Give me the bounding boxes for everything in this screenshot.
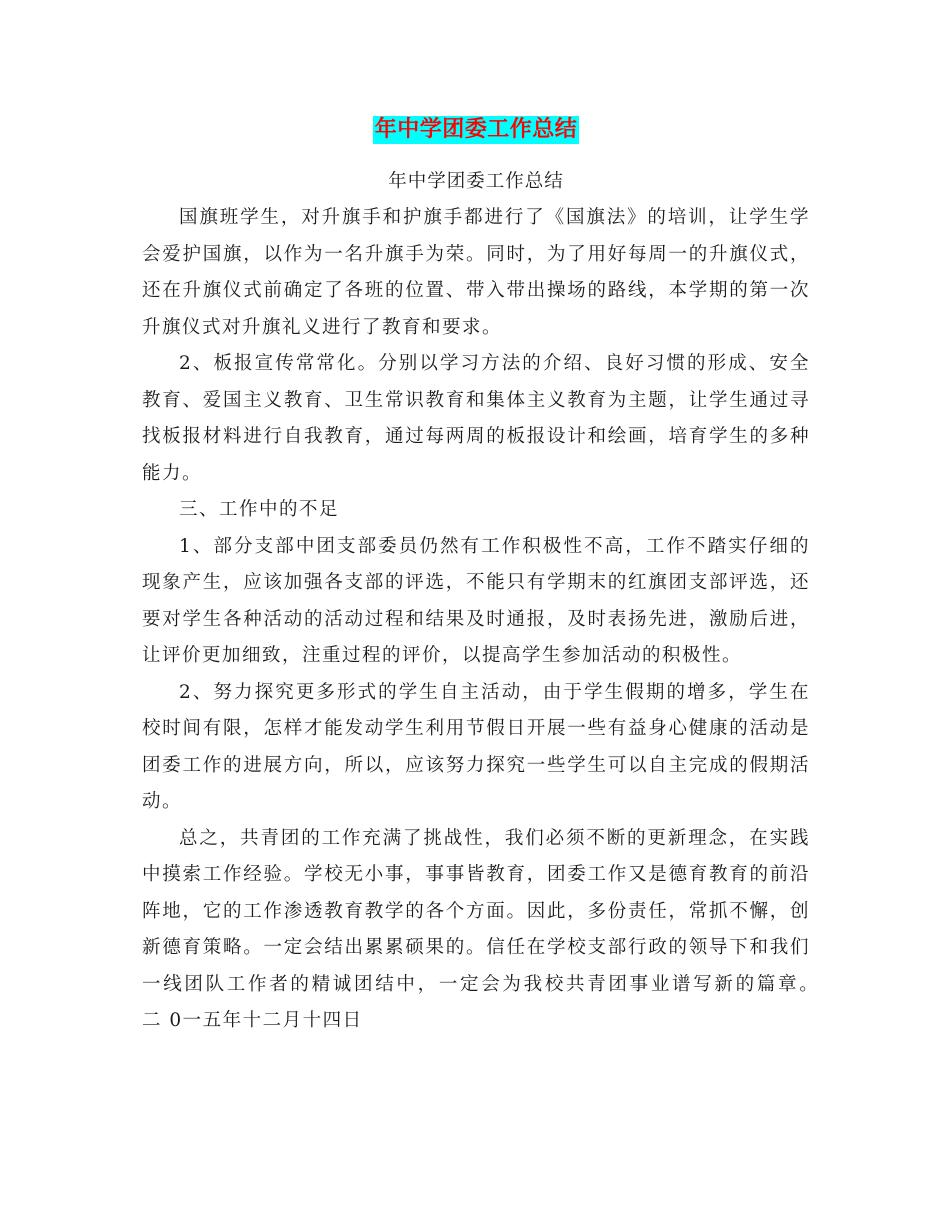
paragraph-shortcoming-2: 2、努力探究更多形式的学生自主活动，由于学生假期的增多，学生在校时间有限，怎样才能发动学生利用节假日开展一些有益身心健康的活动是团委工作的进展方向，所以，应该努力探究一些学生可以自主完成的假期活动。 — [142, 681, 810, 812]
heading-row — [142, 112, 810, 150]
paragraph-conclusion: 总之，共青团的工作充满了挑战性，我们必须不断的更新理念，在实践中摸索工作经验。学校无小事，事事皆教育，团委工作又是德育教育的前沿阵地，它的工作渗透教育教学的各个方面。因此，多份责任，常抓不懈，创新德育策略。一定会结出累累硕果的。信任在学校支部行政的领导下和我们一线团队工作者的精诚团结中，一定会为我校共青团事业谱写新的篇章。 二 0一五年十二月十四日 — [142, 827, 831, 1031]
section-heading-shortcomings: 三、工作中的不足 — [179, 499, 340, 520]
paragraph-blackboard-publicity: 2、板报宣传常常化。分别以学习方法的介绍、良好习惯的形成、安全教育、爱国主义教育、卫生常识教育和集体主义教育为主题，让学生通过寻找板报材料进行自我教育，通过每两周的板报设计和绘画，培育学生的多种能力。 — [142, 353, 810, 484]
document-subtitle: 年中学团委工作总结 — [388, 171, 564, 192]
paragraph-flag-training: 国旗班学生，对升旗手和护旗手都进行了《国旗法》的培训，让学生学会爱护国旗，以作为一名升旗手为荣。同时，为了用好每周一的升旗仪式，还在升旗仪式前确定了各班的位置、带入带出操场的路线，本学期的第一次升旗仪式对升旗礼义进行了教育和要求。 — [142, 207, 810, 338]
document-heading: 年中学团委工作总结 — [374, 117, 578, 142]
paragraph-shortcoming-1: 1、部分支部中团支部委员仍然有工作积极性不高，工作不踏实仔细的现象产生，应该加强各支部的评选，不能只有学期末的红旗团支部评选，还要对学生各种活动的活动过程和结果及时通报，及时表扬先进，激励后进，让评价更加细致，注重过程的评价，以提高学生参加活动的积极性。 — [142, 535, 810, 666]
document-page — [142, 112, 831, 1040]
